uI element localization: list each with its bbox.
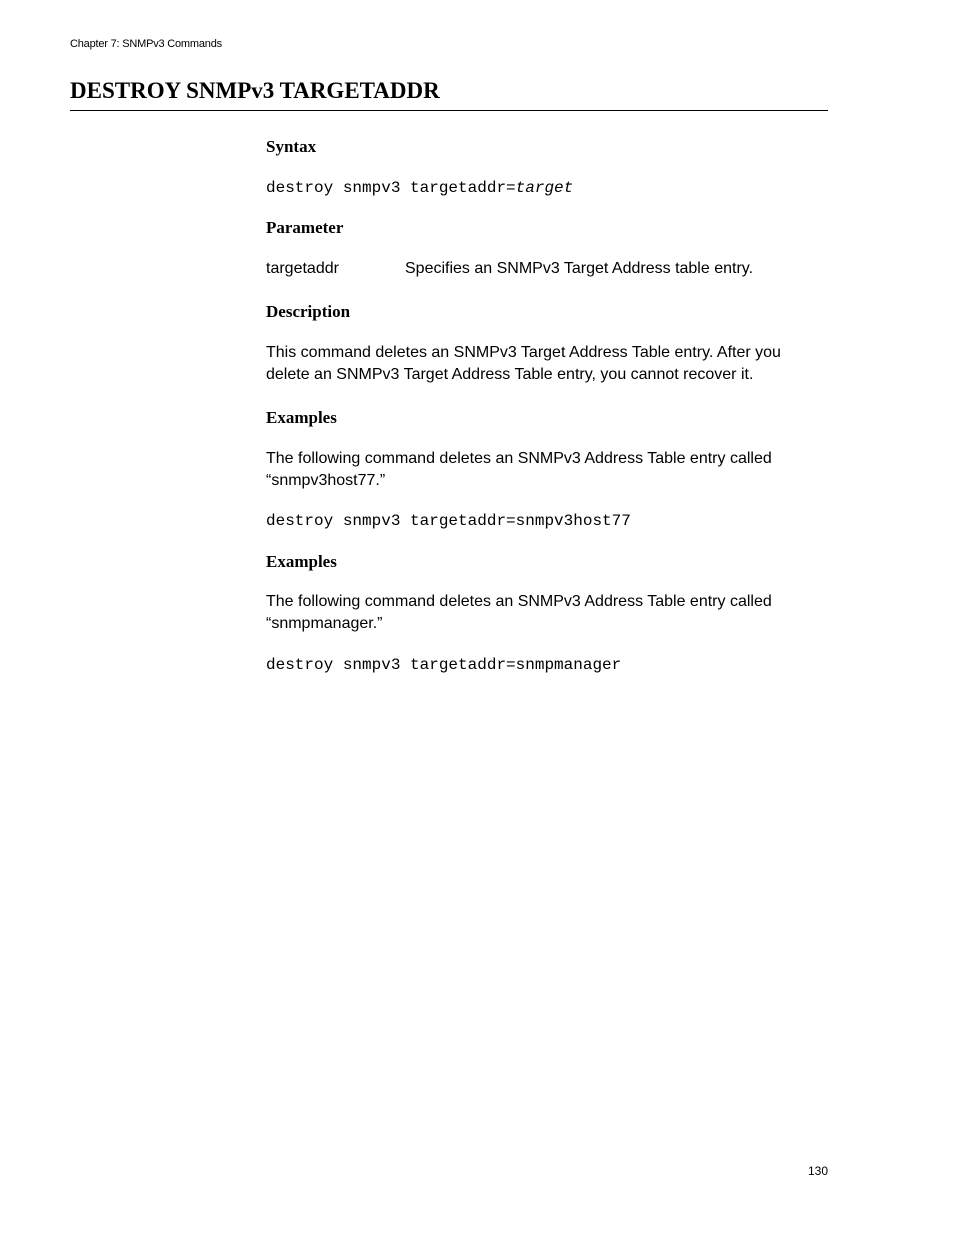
syntax-command bbox=[266, 177, 573, 199]
page-title: DESTROY SNMPv3 TARGETADDR bbox=[70, 76, 828, 111]
parameter-heading: Parameter bbox=[266, 218, 344, 237]
parameter-name: targetaddr bbox=[266, 260, 339, 277]
description-heading: Description bbox=[266, 302, 351, 321]
parameter-description: Specifies an SNMPv3 Target Address table entry. bbox=[405, 260, 754, 277]
syntax-command-text: destroy snmpv3 targetaddr= bbox=[266, 179, 516, 197]
page-number: 130 bbox=[808, 1164, 829, 1178]
examples-heading-1: Examples bbox=[266, 408, 337, 427]
example-command-1: destroy snmpv3 targetaddr=snmpv3host77 bbox=[266, 512, 631, 530]
description-text: This command deletes an SNMPv3 Target Address Table entry. After you delete an SNMPv3 Target Address Table entry, you cannot recover it. bbox=[266, 344, 781, 383]
running-header: Chapter 7: SNMPv3 Commands bbox=[70, 38, 222, 50]
examples-heading-2: Examples bbox=[266, 552, 337, 571]
example-command-2: destroy snmpv3 targetaddr=snmpmanager bbox=[266, 656, 622, 674]
example-text-1: The following command deletes an SNMPv3 Address Table entry called “snmpv3host77.” bbox=[266, 450, 772, 489]
syntax-heading: Syntax bbox=[266, 137, 317, 156]
example-text-2: The following command deletes an SNMPv3 Address Table entry called “snmpmanager.” bbox=[266, 593, 772, 632]
syntax-argument: target bbox=[515, 179, 574, 197]
